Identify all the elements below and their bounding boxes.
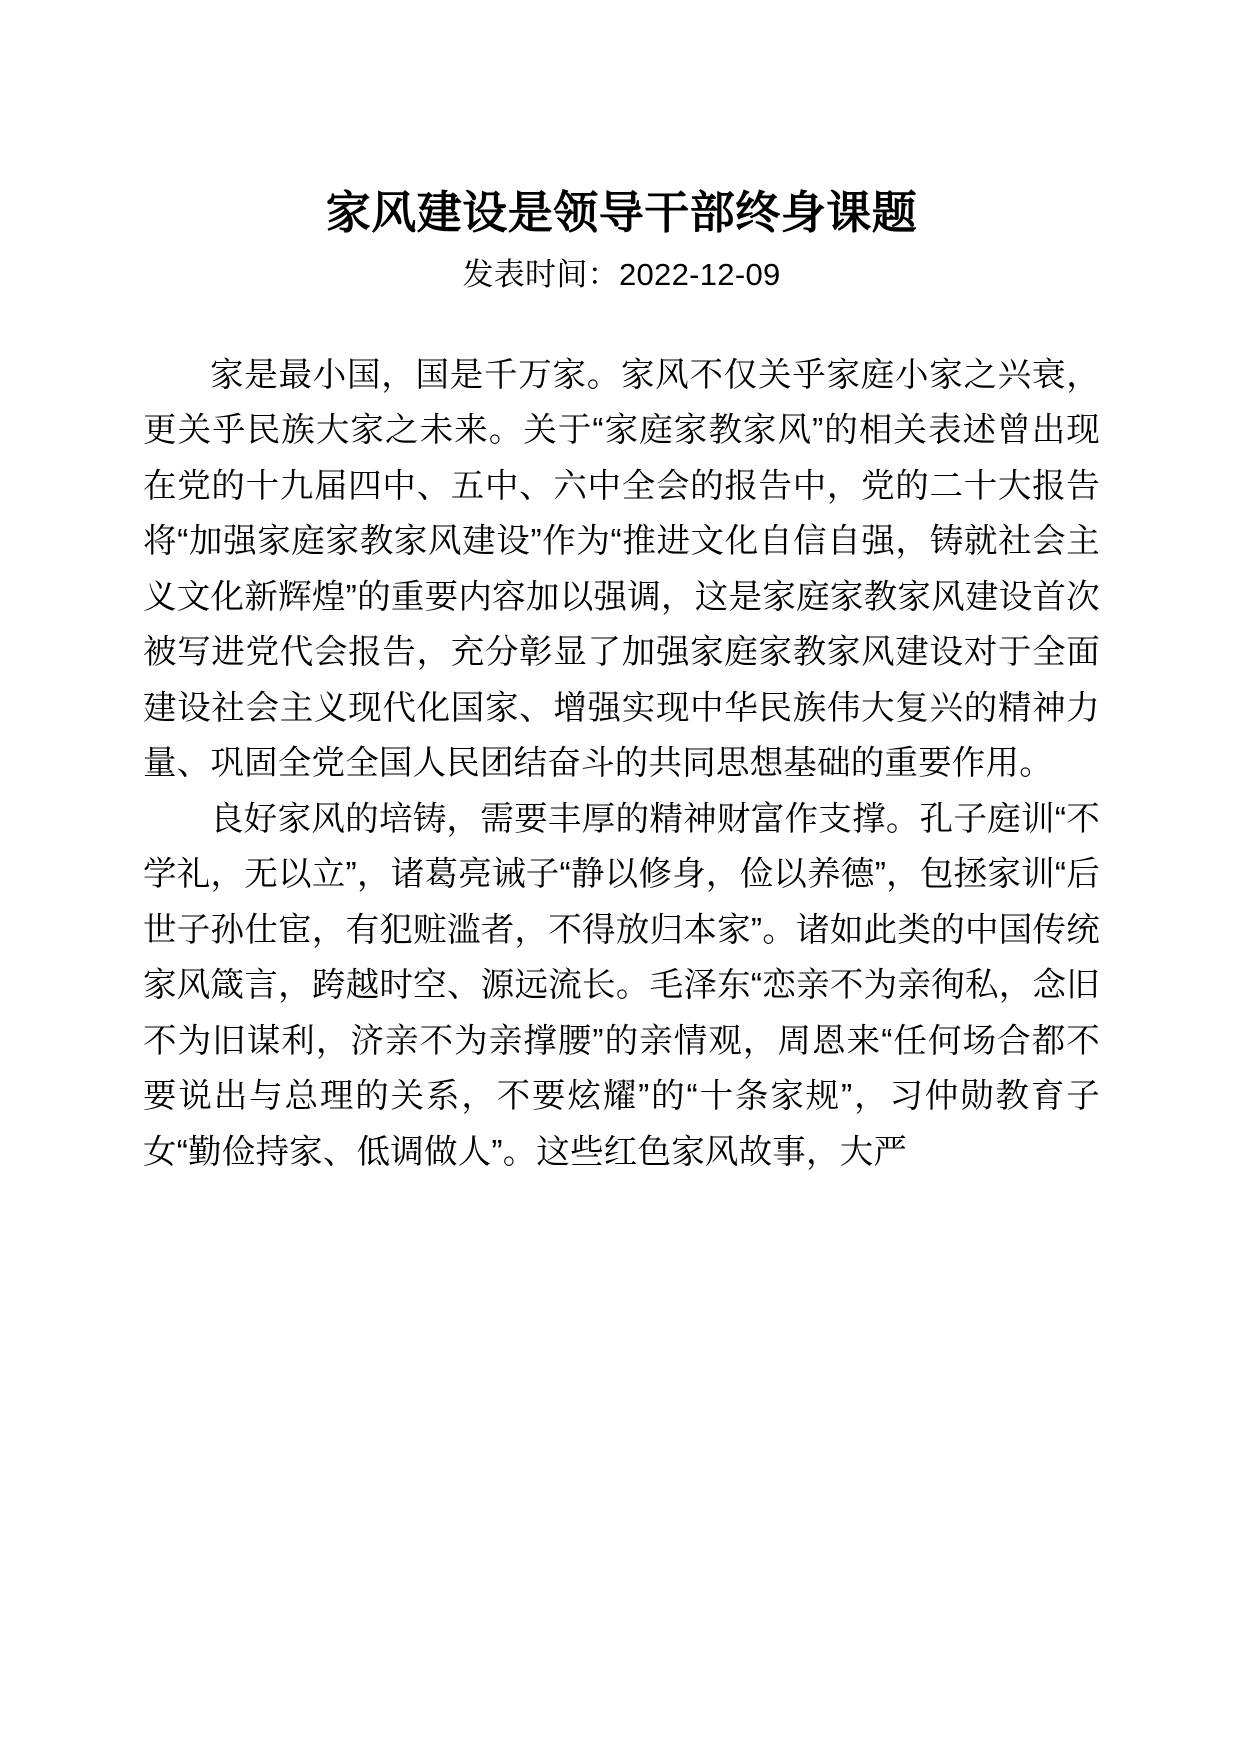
page-title: 家风建设是领导干部终身课题 [325, 187, 918, 238]
body-paragraph: 良好家风的培铸，需要丰厚的精神财富作支撑。孔子庭训“不学礼，无以立”，诸葛亮诫子“静以修身，俭以养德”，包拯家训“后世子孙仕宦，有犯赃滥者，不得放归本家”。诸如此类的中国传统家风箴言，跨越时空、源远流长。毛泽东“恋亲不为亲徇私，念旧不为旧谋利，济亲不为亲撑腰”的亲情观，周恩来“任何场合都不要说出与总理的关系，不要炫耀”的“十条家规”，习仲勋教育子女“勤俭持家、低调做人”。这些红色家风故事，大严 [143, 800, 1100, 1171]
body-paragraph: 家是最小国，国是千万家。家风不仅关乎家庭小家之兴衰，更关乎民族大家之未来。关于“家庭家教家风”的相关表述曾出现在党的十九届四中、五中、六中全会的报告中，党的二十大报告将“加强家庭家教家风建设”作为“推进文化自信自强，铸就社会主义文化新辉煌”的重要内容加以强调，这是家庭家教家风建设首次被写进党代会报告，充分彰显了加强家庭家教家风建设对于全面建设社会主义现代化国家、增强实现中华民族伟大复兴的精神力量、巩固全党全国人民团结奋斗的共同思想基础的重要作用。 [143, 356, 1100, 783]
document-body [143, 296, 1100, 1181]
publish-date: 发表时间：2022-12-09 [462, 257, 781, 293]
